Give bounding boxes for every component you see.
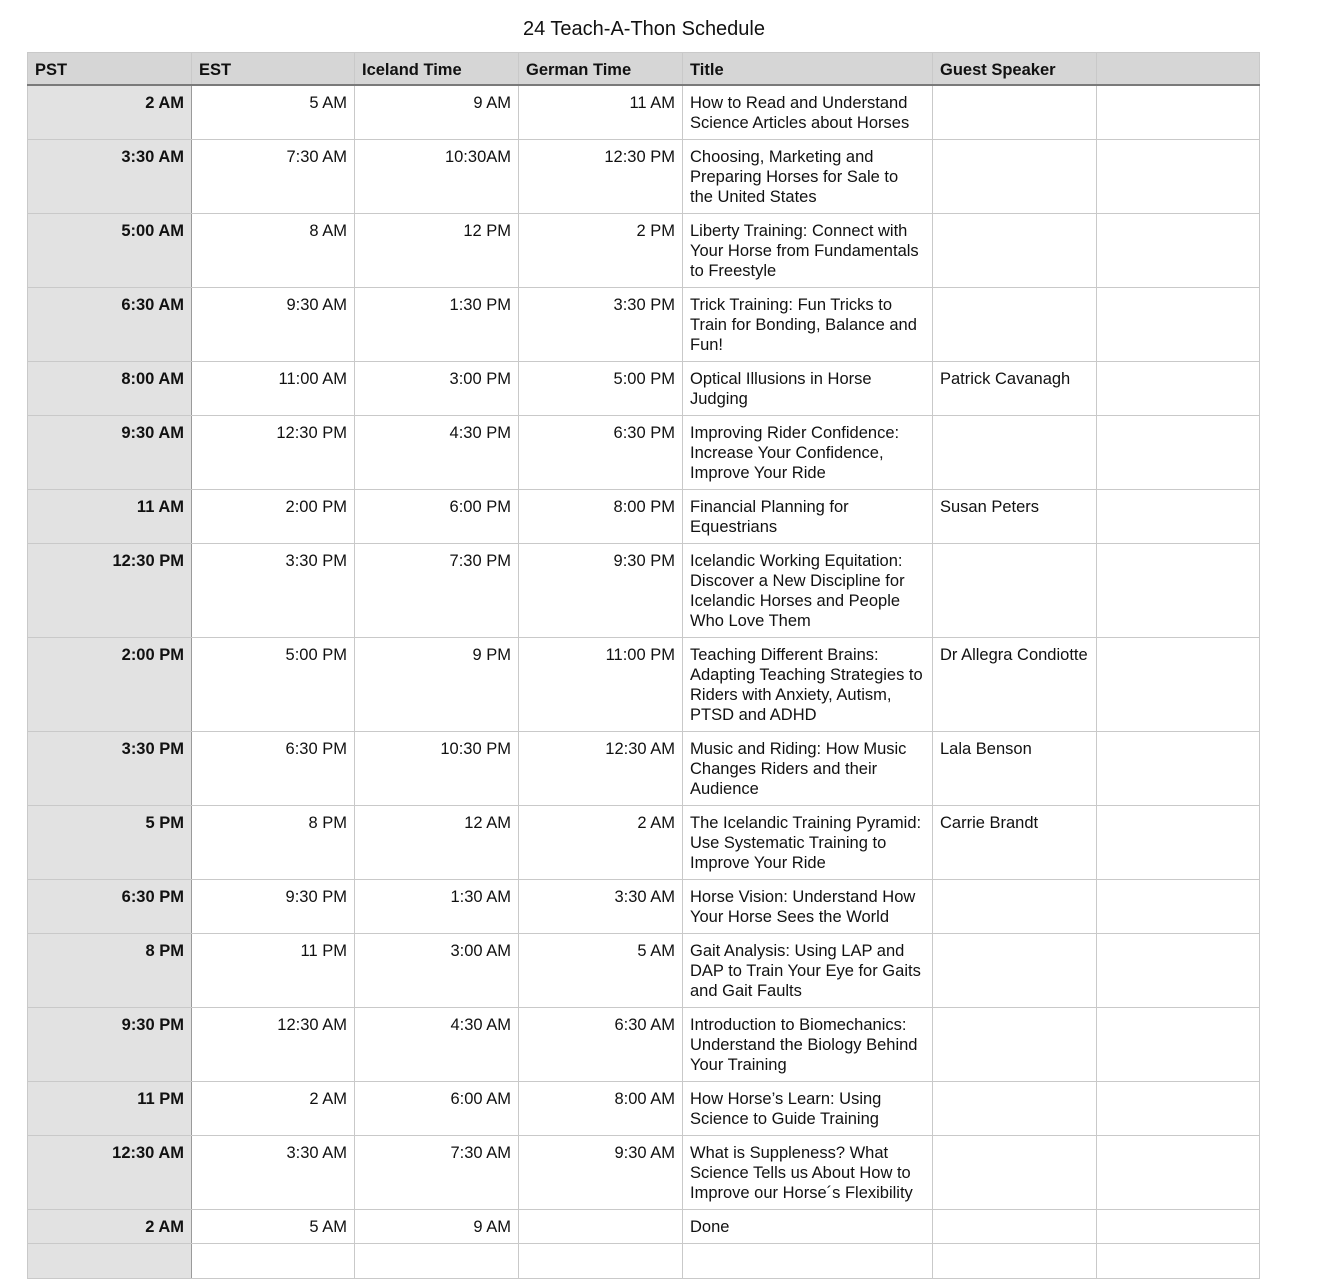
cell-german[interactable]: 12:30 PM: [519, 140, 683, 214]
table-row: [28, 140, 1260, 214]
cell-german[interactable]: 8:00 AM: [519, 1082, 683, 1136]
cell-est[interactable]: [192, 1244, 355, 1279]
cell-title[interactable]: Introduction to Biomechanics: Understand the Biology Behind Your Training: [683, 1008, 933, 1082]
cell-est[interactable]: 2 AM: [192, 1082, 355, 1136]
cell-title[interactable]: Done: [683, 1210, 933, 1244]
cell-german[interactable]: 2 PM: [519, 214, 683, 288]
cell-pst[interactable]: 12:30 AM: [28, 1136, 192, 1210]
cell-title[interactable]: Optical Illusions in Horse Judging: [683, 362, 933, 416]
cell-pst[interactable]: 2 AM: [28, 85, 192, 140]
cell-extra[interactable]: [1097, 362, 1260, 416]
cell-pst[interactable]: [28, 1244, 192, 1279]
cell-pst[interactable]: 6:30 PM: [28, 880, 192, 934]
table-row: [28, 1008, 1260, 1082]
cell-german[interactable]: [519, 1210, 683, 1244]
cell-guest[interactable]: Susan Peters: [933, 490, 1097, 544]
cell-guest[interactable]: [933, 1008, 1097, 1082]
cell-extra[interactable]: [1097, 732, 1260, 806]
cell-title[interactable]: Choosing, Marketing and Preparing Horses for Sale to the United States: [683, 140, 933, 214]
cell-title[interactable]: Liberty Training: Connect with Your Horse from Fundamentals to Freestyle: [683, 214, 933, 288]
cell-iceland[interactable]: 1:30 PM: [355, 288, 519, 362]
table-row: [28, 362, 1260, 416]
cell-german[interactable]: 3:30 AM: [519, 880, 683, 934]
cell-guest[interactable]: [933, 544, 1097, 638]
table-row: [28, 806, 1260, 880]
cell-german[interactable]: 5 AM: [519, 934, 683, 1008]
cell-german[interactable]: [519, 1244, 683, 1279]
cell-pst[interactable]: 5 PM: [28, 806, 192, 880]
cell-pst[interactable]: 5:00 AM: [28, 214, 192, 288]
table-row: [28, 1136, 1260, 1210]
table-row: [28, 1082, 1260, 1136]
cell-pst[interactable]: 8:00 AM: [28, 362, 192, 416]
cell-pst[interactable]: 11 PM: [28, 1082, 192, 1136]
cell-german[interactable]: 8:00 PM: [519, 490, 683, 544]
cell-extra[interactable]: [1097, 934, 1260, 1008]
table-row: [28, 85, 1260, 140]
cell-est[interactable]: 2:00 PM: [192, 490, 355, 544]
header-guest-speaker[interactable]: Guest Speaker: [933, 53, 1097, 86]
cell-extra[interactable]: [1097, 880, 1260, 934]
cell-german[interactable]: 6:30 PM: [519, 416, 683, 490]
schedule-table: [27, 52, 1260, 1279]
cell-extra[interactable]: [1097, 490, 1260, 544]
cell-iceland[interactable]: 9 AM: [355, 1210, 519, 1244]
cell-iceland[interactable]: 3:00 AM: [355, 934, 519, 1008]
cell-est[interactable]: 8 PM: [192, 806, 355, 880]
table-row: [28, 288, 1260, 362]
cell-extra[interactable]: [1097, 85, 1260, 140]
cell-est[interactable]: 12:30 PM: [192, 416, 355, 490]
cell-german[interactable]: 11:00 PM: [519, 638, 683, 732]
cell-title[interactable]: [683, 1244, 933, 1279]
cell-title[interactable]: Gait Analysis: Using LAP and DAP to Train Your Eye for Gaits and Gait Faults: [683, 934, 933, 1008]
cell-title[interactable]: Horse Vision: Understand How Your Horse Sees the World: [683, 880, 933, 934]
cell-pst[interactable]: 9:30 AM: [28, 416, 192, 490]
cell-german[interactable]: 3:30 PM: [519, 288, 683, 362]
cell-title[interactable]: The Icelandic Training Pyramid: Use Systematic Training to Improve Your Ride: [683, 806, 933, 880]
cell-iceland[interactable]: [355, 1244, 519, 1279]
cell-iceland[interactable]: 10:30AM: [355, 140, 519, 214]
cell-german[interactable]: 5:00 PM: [519, 362, 683, 416]
cell-german[interactable]: 12:30 AM: [519, 732, 683, 806]
cell-est[interactable]: 9:30 AM: [192, 288, 355, 362]
cell-guest[interactable]: [933, 934, 1097, 1008]
table-row: [28, 214, 1260, 288]
cell-guest[interactable]: [933, 1210, 1097, 1244]
cell-guest[interactable]: [933, 140, 1097, 214]
cell-extra[interactable]: [1097, 806, 1260, 880]
cell-title[interactable]: How to Read and Understand Science Articles about Horses: [683, 85, 933, 140]
header-extra[interactable]: [1097, 53, 1260, 86]
cell-guest[interactable]: [933, 1244, 1097, 1279]
cell-pst[interactable]: 11 AM: [28, 490, 192, 544]
header-est[interactable]: EST: [192, 53, 355, 86]
cell-extra[interactable]: [1097, 1210, 1260, 1244]
cell-iceland[interactable]: 4:30 AM: [355, 1008, 519, 1082]
table-row: [28, 732, 1260, 806]
cell-extra[interactable]: [1097, 1244, 1260, 1279]
cell-est[interactable]: 3:30 PM: [192, 544, 355, 638]
cell-extra[interactable]: [1097, 288, 1260, 362]
cell-extra[interactable]: [1097, 416, 1260, 490]
cell-iceland[interactable]: 4:30 PM: [355, 416, 519, 490]
header-pst[interactable]: PST: [28, 53, 192, 86]
cell-est[interactable]: 9:30 PM: [192, 880, 355, 934]
cell-pst[interactable]: 2:00 PM: [28, 638, 192, 732]
cell-title[interactable]: Teaching Different Brains: Adapting Teaching Strategies to Riders with Anxiety, Autism, PTSD and ADHD: [683, 638, 933, 732]
table-row: [28, 544, 1260, 638]
cell-iceland[interactable]: 10:30 PM: [355, 732, 519, 806]
cell-extra[interactable]: [1097, 544, 1260, 638]
cell-iceland[interactable]: 3:00 PM: [355, 362, 519, 416]
cell-est[interactable]: 11 PM: [192, 934, 355, 1008]
cell-title[interactable]: Icelandic Working Equitation: Discover a New Discipline for Icelandic Horses and People Who Love Them: [683, 544, 933, 638]
cell-pst[interactable]: 2 AM: [28, 1210, 192, 1244]
cell-iceland[interactable]: 9 AM: [355, 85, 519, 140]
table-row: [28, 416, 1260, 490]
header-iceland-time[interactable]: Iceland Time: [355, 53, 519, 86]
table-row: [28, 934, 1260, 1008]
cell-iceland[interactable]: 6:00 PM: [355, 490, 519, 544]
cell-est[interactable]: 5 AM: [192, 85, 355, 140]
header-german-time[interactable]: German Time: [519, 53, 683, 86]
cell-title[interactable]: Financial Planning for Equestrians: [683, 490, 933, 544]
cell-guest[interactable]: Patrick Cavanagh: [933, 362, 1097, 416]
cell-guest[interactable]: [933, 416, 1097, 490]
cell-guest[interactable]: Lala Benson: [933, 732, 1097, 806]
cell-est[interactable]: 7:30 AM: [192, 140, 355, 214]
cell-title[interactable]: Trick Training: Fun Tricks to Train for Bonding, Balance and Fun!: [683, 288, 933, 362]
cell-est[interactable]: 12:30 AM: [192, 1008, 355, 1082]
header-row: [28, 53, 1260, 86]
cell-title[interactable]: Improving Rider Confidence: Increase Your Confidence, Improve Your Ride: [683, 416, 933, 490]
cell-guest[interactable]: [933, 85, 1097, 140]
page-title: 24 Teach-A-Thon Schedule: [522, 18, 765, 40]
cell-est[interactable]: 5 AM: [192, 1210, 355, 1244]
cell-guest[interactable]: [933, 288, 1097, 362]
cell-est[interactable]: 3:30 AM: [192, 1136, 355, 1210]
cell-extra[interactable]: [1097, 1082, 1260, 1136]
cell-iceland[interactable]: 12 AM: [355, 806, 519, 880]
table-row: [28, 638, 1260, 732]
cell-pst[interactable]: 8 PM: [28, 934, 192, 1008]
cell-german[interactable]: 2 AM: [519, 806, 683, 880]
cell-title[interactable]: What is Suppleness? What Science Tells us About How to Improve our Horse´s Flexibility: [683, 1136, 933, 1210]
cell-extra[interactable]: [1097, 214, 1260, 288]
cell-iceland[interactable]: 6:00 AM: [355, 1082, 519, 1136]
table-row: [28, 490, 1260, 544]
cell-pst[interactable]: 6:30 AM: [28, 288, 192, 362]
cell-extra[interactable]: [1097, 1008, 1260, 1082]
cell-title[interactable]: How Horse’s Learn: Using Science to Guide Training: [683, 1082, 933, 1136]
cell-german[interactable]: 6:30 AM: [519, 1008, 683, 1082]
cell-pst[interactable]: 3:30 PM: [28, 732, 192, 806]
cell-guest[interactable]: [933, 880, 1097, 934]
cell-extra[interactable]: [1097, 1136, 1260, 1210]
cell-est[interactable]: 8 AM: [192, 214, 355, 288]
cell-title[interactable]: Music and Riding: How Music Changes Riders and their Audience: [683, 732, 933, 806]
cell-guest[interactable]: [933, 1136, 1097, 1210]
table-row: [28, 1210, 1260, 1244]
cell-pst[interactable]: 12:30 PM: [28, 544, 192, 638]
header-title[interactable]: Title: [683, 53, 933, 86]
cell-guest[interactable]: [933, 214, 1097, 288]
cell-german[interactable]: 11 AM: [519, 85, 683, 140]
cell-german[interactable]: 9:30 PM: [519, 544, 683, 638]
cell-est[interactable]: 5:00 PM: [192, 638, 355, 732]
cell-guest[interactable]: Carrie Brandt: [933, 806, 1097, 880]
cell-pst[interactable]: 3:30 AM: [28, 140, 192, 214]
cell-iceland[interactable]: 7:30 AM: [355, 1136, 519, 1210]
cell-iceland[interactable]: 1:30 AM: [355, 880, 519, 934]
cell-extra[interactable]: [1097, 638, 1260, 732]
cell-est[interactable]: 6:30 PM: [192, 732, 355, 806]
empty-row: [28, 1244, 1260, 1279]
table-row: [28, 880, 1260, 934]
cell-iceland[interactable]: 12 PM: [355, 214, 519, 288]
cell-pst[interactable]: 9:30 PM: [28, 1008, 192, 1082]
cell-guest[interactable]: Dr Allegra Condiotte: [933, 638, 1097, 732]
cell-guest[interactable]: [933, 1082, 1097, 1136]
cell-est[interactable]: 11:00 AM: [192, 362, 355, 416]
cell-iceland[interactable]: 9 PM: [355, 638, 519, 732]
cell-german[interactable]: 9:30 AM: [519, 1136, 683, 1210]
cell-iceland[interactable]: 7:30 PM: [355, 544, 519, 638]
cell-extra[interactable]: [1097, 140, 1260, 214]
